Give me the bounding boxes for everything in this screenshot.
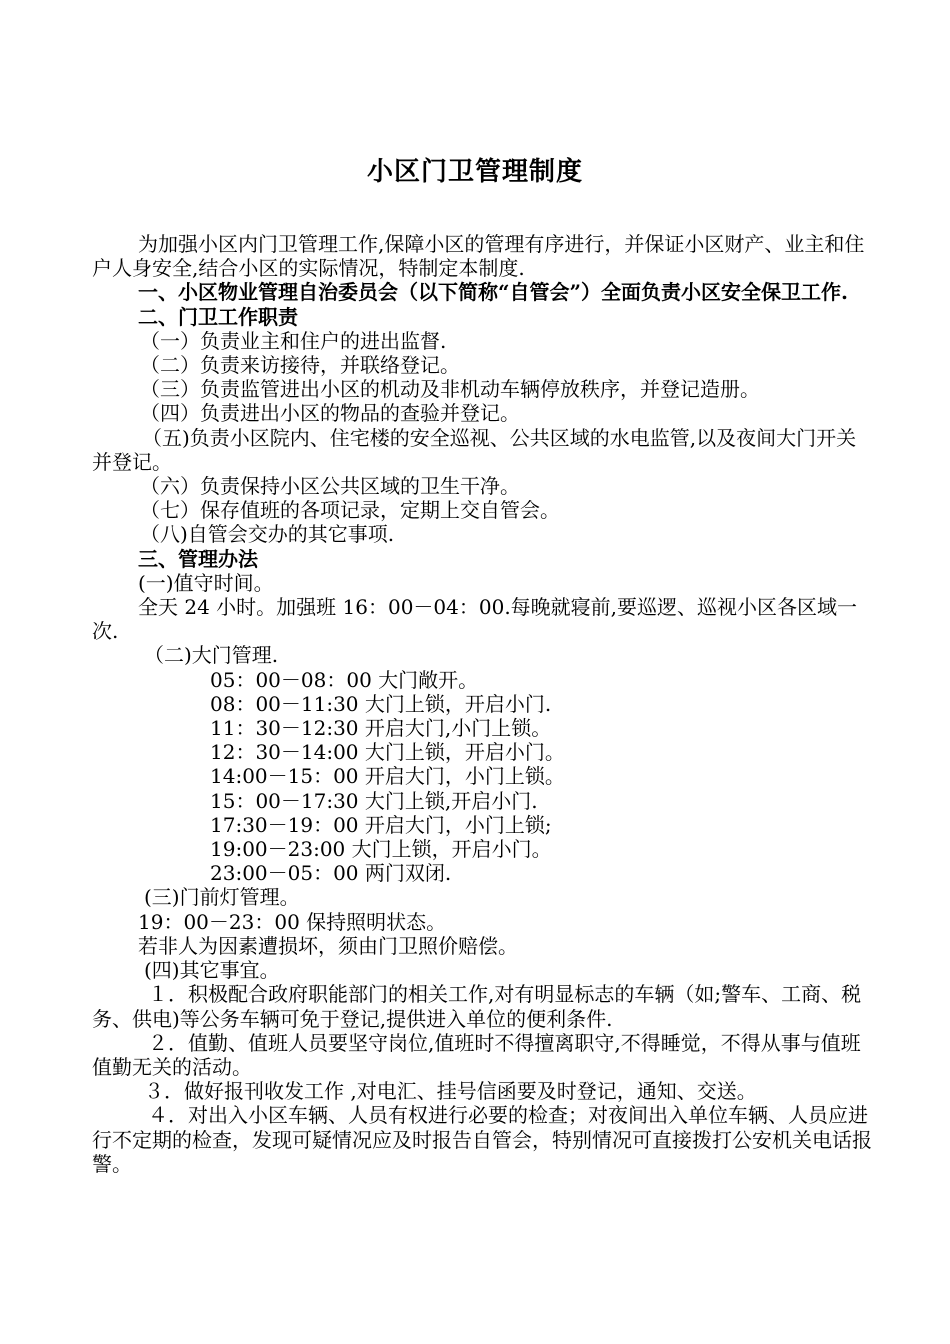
- duty-item-8: （八)自管会交办的其它事项.: [140, 522, 395, 547]
- duty-item-7: （七）保存值班的各项记录，定期上交自管会。: [140, 498, 560, 523]
- subsection-heading-2: （二)大门管理.: [144, 643, 279, 668]
- misc-item-1: １．积极配合政府职能部门的相关工作,对有明显标志的车辆（如;警车、工商、税务、供电)等公务车辆可免于登记,提供进入单位的便利条件.: [92, 982, 862, 1031]
- damage-paragraph: 若非人为因素遭损坏，须由门卫照价赔偿。: [138, 933, 518, 958]
- lighting-paragraph: 19：00－23：00 保持照明状态。: [138, 909, 447, 934]
- subsection-heading-4: (四)其它事宜。: [144, 958, 280, 983]
- duty-time-paragraph: 全天 24 小时。加强班 16：00－04：00.每晚就寝前,要巡逻、巡视小区各区域一次.: [92, 595, 858, 644]
- document-title: 小区门卫管理制度: [366, 157, 583, 187]
- section-heading-3: 三、管理办法: [138, 546, 258, 571]
- gate-schedule-line: 19:00－23:00 大门上锁，开启小门。: [210, 837, 552, 862]
- document-body: [92, 232, 872, 1176]
- gate-schedule-line: 15：00－17:30 大门上锁,开启小门.: [210, 788, 538, 813]
- gate-schedule-line: 23:00－05：00 两门双闭.: [210, 861, 452, 886]
- section-heading-2: 二、门卫工作职责: [138, 304, 298, 329]
- gate-schedule-line: 08：00－11:30 大门上锁，开启小门.: [210, 691, 552, 716]
- gate-schedule-line: 17:30－19：00 开启大门，小门上锁;: [210, 812, 552, 837]
- duty-item-3: （三）负责监管进出小区的机动及非机动车辆停放秩序，并登记造册。: [140, 377, 760, 402]
- duty-item-6: （六）负责保持小区公共区域的卫生干净。: [140, 474, 520, 499]
- subsection-heading-3: (三)门前灯管理。: [144, 885, 300, 910]
- intro-paragraph: 为加强小区内门卫管理工作,保障小区的管理有序进行，并保证小区财产、业主和住户人身安全,结合小区的实际情况，特制定本制度.: [92, 232, 865, 281]
- duty-item-1: （一）负责业主和住户的进出监督.: [140, 328, 447, 353]
- subsection-heading-1: (一)值守时间。: [138, 570, 274, 595]
- misc-item-2: ２．值勤、值班人员要坚守岗位,值班时不得擅离职守,不得睡觉，不得从事与值班值勤无关的活动。: [92, 1030, 861, 1079]
- gate-schedule-line: 14:00－15：00 开启大门，小门上锁。: [210, 764, 565, 789]
- misc-item-4: ４．对出入小区车辆、人员有权进行必要的检查；对夜间出入单位车辆、人员应进行不定期的检查，发现可疑情况应及时报告自管会，特别情况可直接拨打公安机关电话报警。: [92, 1103, 872, 1176]
- section-heading-1: 一、小区物业管理自治委员会（以下简称“自管会”）全面负责小区安全保卫工作.: [138, 280, 848, 305]
- duty-item-5: （五)负责小区院内、住宅楼的安全巡视、公共区域的水电监管,以及夜间大门开关并登记。: [92, 425, 857, 474]
- misc-item-3: ３．做好报刊收发工作 ,对电汇、挂号信函要及时登记，通知、交送。: [144, 1079, 757, 1104]
- gate-schedule-line: 05：00－08：00 大门敞开。: [210, 667, 479, 692]
- gate-schedule-line: 11：30－12:30 开启大门,小门上锁。: [210, 716, 552, 741]
- gate-schedule-line: 12：30－14:00 大门上锁，开启小门。: [210, 740, 565, 765]
- duty-item-2: （二）负责来访接待，并联络登记。: [140, 353, 460, 378]
- duty-item-4: （四）负责进出小区的物品的查验并登记。: [140, 401, 520, 426]
